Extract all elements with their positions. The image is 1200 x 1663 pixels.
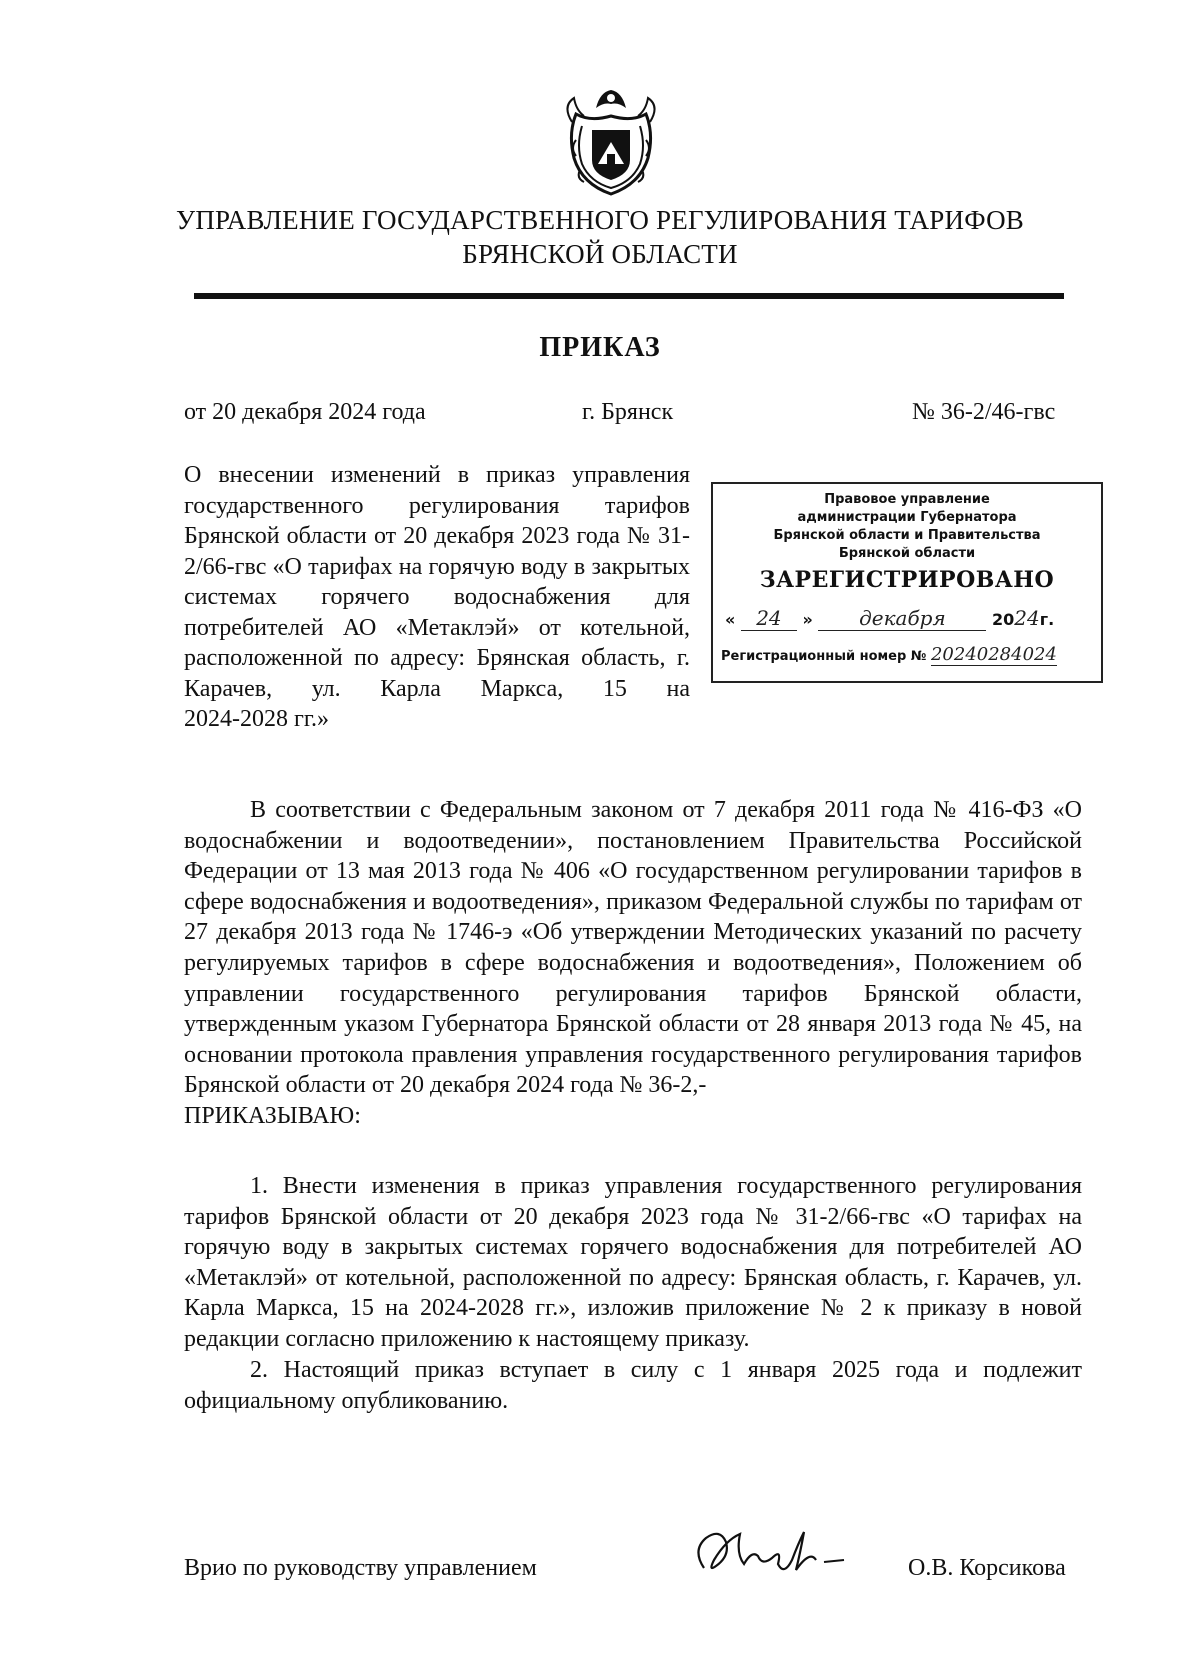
subject-text: О внесении изменений в приказ управления государственного регулирования тарифов Брянской области от 20 декабря 2023 года № 31-2/66-гвс «О тарифах на горячую воду в закрытых системах горячего водоснабжения для потребителей АО «Метаклэй» от котельной, расположенной по адресу: Брянская область, г. Карачев, ул. Карла Маркса, 15 на [184,462,690,702]
order-item-2: 2. Настоящий приказ вступает в силу с 1 января 2025 года и подлежит официальному опубликованию. [184,1357,1082,1414]
preamble-paragraph: В соответствии с Федеральным законом от 7 декабря 2011 года № 416-ФЗ «О водоснабжении и водоотведении», постановлением Правительства Российской Федерации от 13 мая 2013 года № 406 «О государственном регулировании тарифов в сфере водоснабжения и водоотведения», приказом Федеральной службы по тарифам от 27 декабря 2013 года № 1746-э «Об утверждении Методических указаний по расчету регулируемых тарифов в сфере водоснабжения и водоотведения», Положением об управлении государственного регулирования тарифов Брянской области, утвержденным указом Губернатора Брянской области от 28 января 2013 года № 45, на основании протокола правления управления государственного регулирования тарифов Брянской области от 20 декабря 2024 года № 36-2,- [184,797,1082,1099]
signatory-position: Врио по руководству управлением [184,1555,537,1581]
stamp-reg-number: 20240284024 [930,644,1057,665]
document-title: ПРИКАЗ [539,332,661,363]
stamp-date-row: « 24 » декабря 2024г. [725,606,1055,630]
stamp-reg-row [721,644,1097,665]
handwritten-signature [686,1520,856,1590]
signatory-name: О.В. Корсикова [908,1555,1066,1581]
order-word: ПРИКАЗЫВАЮ: [184,1103,361,1129]
stamp-line3: Брянской области и Правительства [773,528,1041,543]
stamp-year-end: г. [1039,610,1055,629]
organization-name-line2: БРЯНСКОЙ ОБЛАСТИ [462,239,738,269]
coat-of-arms-emblem [562,86,660,198]
document-date: от 20 декабря 2024 года [184,399,426,425]
stamp-month: декабря [818,606,986,631]
stamp-year-prefix: 20 [992,610,1015,629]
stamp-status: ЗАРЕГИСТРИРОВАНО [759,567,1055,593]
stamp-reg-label: Регистрационный номер № [721,649,927,664]
stamp-year-suffix: 24 [1014,606,1040,630]
order-item-1: 1. Внести изменения в приказ управления государственного регулирования тарифов Брянской области от 20 декабря 2023 года № 31-2/66-гвс «О тарифах на горячую воду в закрытых системах горячего водоснабжения для потребителей АО «Метаклэй» от котельной, расположенной по адресу: Брянская область, г. Карачев, ул. Карла Маркса, 15 на 2024-2028 гг.», изложив приложение № 2 к приказу в новой редакции согласно приложению к настоящему приказу. [184,1173,1082,1352]
stamp-day: 24 [741,606,797,631]
stamp-line4: Брянской области [838,546,976,561]
document-number: № 36-2/46-гвс [912,399,1056,425]
document-city: г. Брянск [582,399,674,425]
organization-name-line1: УПРАВЛЕНИЕ ГОСУДАРСТВЕННОГО РЕГУЛИРОВАНИЯ ТАРИФОВ [176,205,1024,235]
stamp-line1: Правовое управление [824,492,990,507]
document-subject [184,460,690,735]
registration-stamp [711,482,1103,683]
subject-text-last: 2024-2028 гг.» [184,706,329,732]
stamp-line2: администрации Губернатора [797,510,1017,525]
header-divider [194,293,1064,299]
